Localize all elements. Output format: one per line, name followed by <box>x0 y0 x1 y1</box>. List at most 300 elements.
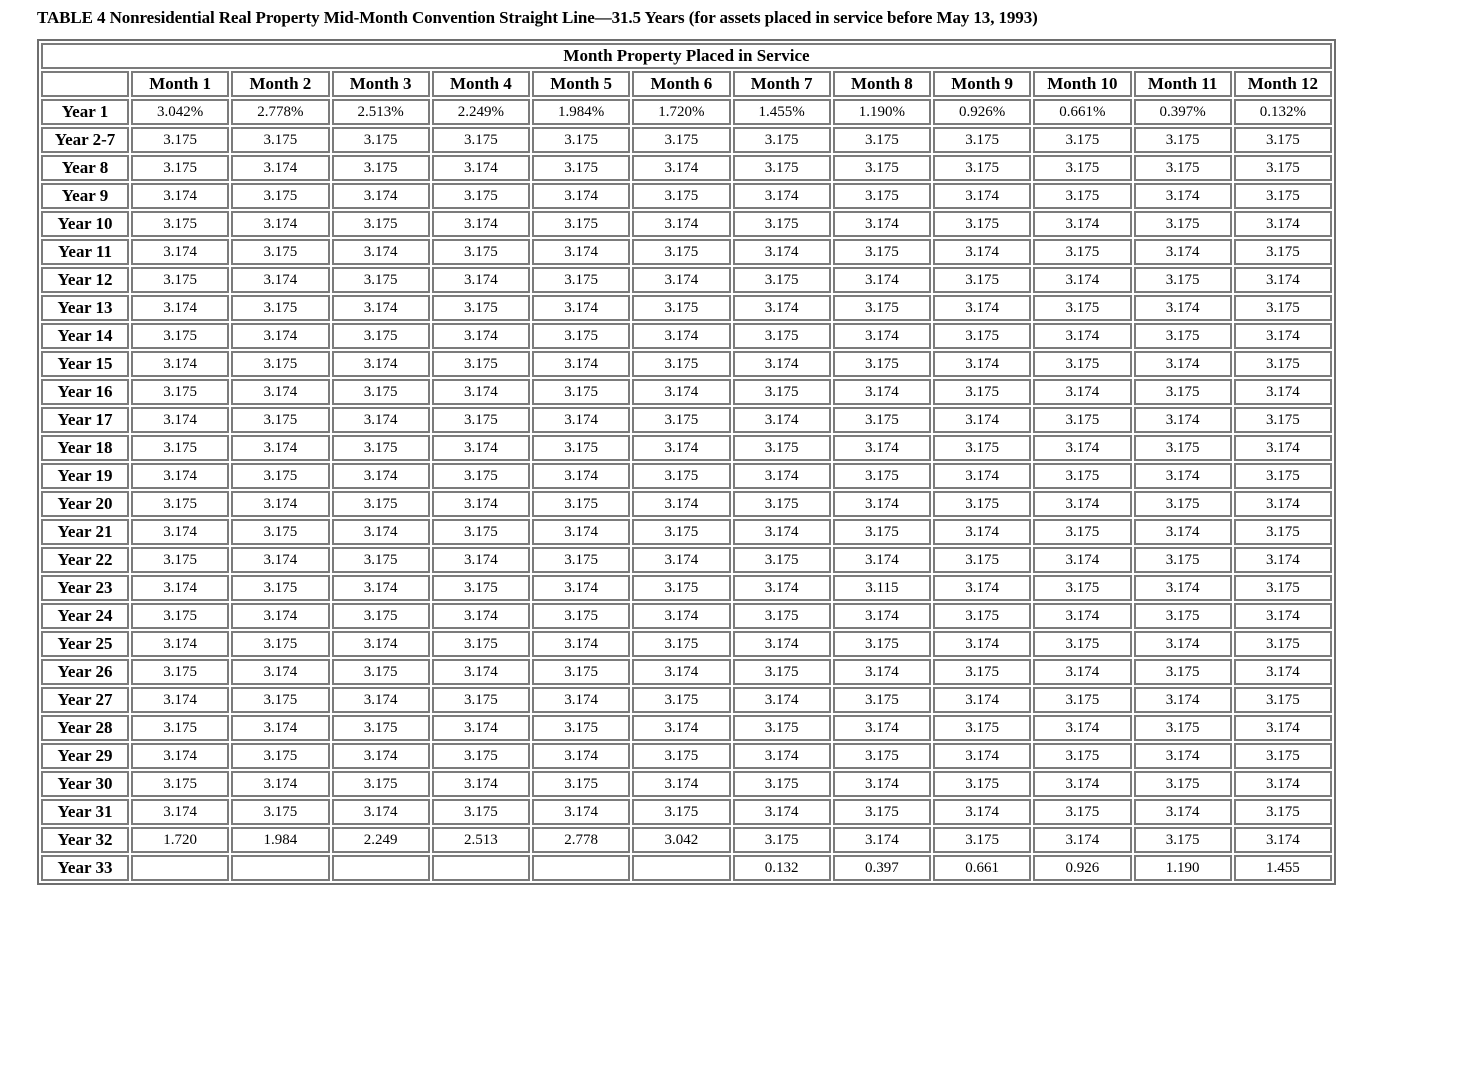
table-cell: 3.174 <box>632 603 730 629</box>
table-cell: 3.175 <box>933 435 1031 461</box>
table-title: TABLE 4 Nonresidential Real Property Mid-Month Convention Straight Line—31.5 Years (for assets placed in service before May 13, 1993) <box>37 8 1038 27</box>
table-cell: 3.175 <box>833 799 931 825</box>
table-row <box>41 463 1332 489</box>
table-cell: 3.175 <box>532 547 630 573</box>
table-cell: 3.175 <box>933 155 1031 181</box>
table-cell: 3.175 <box>1134 323 1232 349</box>
table-cell: 3.174 <box>1033 827 1131 853</box>
table-cell: 3.174 <box>231 659 329 685</box>
table-cell: 3.174 <box>1134 463 1232 489</box>
row-header: Year 32 <box>41 827 129 853</box>
table-cell: 3.175 <box>632 687 730 713</box>
table-cell: 3.175 <box>432 687 530 713</box>
table-cell: 3.174 <box>733 631 831 657</box>
table-cell: 0.926% <box>933 99 1031 125</box>
table-row <box>41 491 1332 517</box>
table-cell: 3.174 <box>933 351 1031 377</box>
column-header: Month 2 <box>231 71 329 97</box>
table-cell: 3.174 <box>933 687 1031 713</box>
table-cell <box>432 855 530 881</box>
table-cell: 3.174 <box>1033 379 1131 405</box>
table-cell: 3.174 <box>532 239 630 265</box>
column-header-row <box>41 71 1332 97</box>
table-cell: 3.175 <box>1033 463 1131 489</box>
column-header: Month 3 <box>332 71 430 97</box>
table-cell: 3.175 <box>1033 295 1131 321</box>
table-row <box>41 267 1332 293</box>
row-header: Year 14 <box>41 323 129 349</box>
table-cell: 3.175 <box>532 659 630 685</box>
table-cell: 3.175 <box>733 127 831 153</box>
table-cell: 3.174 <box>332 295 430 321</box>
table-cell: 3.175 <box>1234 127 1332 153</box>
table-cell: 3.175 <box>131 491 229 517</box>
table-cell: 3.175 <box>632 239 730 265</box>
table-cell <box>231 855 329 881</box>
table-cell: 3.174 <box>933 519 1031 545</box>
table-cell: 3.175 <box>933 379 1031 405</box>
table-cell: 3.174 <box>632 547 730 573</box>
table-row <box>41 715 1332 741</box>
table-cell: 3.174 <box>131 799 229 825</box>
column-header: Month 1 <box>131 71 229 97</box>
table-cell: 3.174 <box>833 715 931 741</box>
table-cell: 3.175 <box>231 463 329 489</box>
table-cell: 3.175 <box>833 239 931 265</box>
table-cell: 3.175 <box>933 659 1031 685</box>
table-cell: 1.984 <box>231 827 329 853</box>
row-header: Year 15 <box>41 351 129 377</box>
row-header: Year 27 <box>41 687 129 713</box>
table-cell: 3.175 <box>332 127 430 153</box>
table-cell: 3.175 <box>231 351 329 377</box>
table-cell: 3.174 <box>933 183 1031 209</box>
row-header: Year 33 <box>41 855 129 881</box>
row-header: Year 24 <box>41 603 129 629</box>
table-cell: 3.175 <box>231 519 329 545</box>
table-cell: 0.926 <box>1033 855 1131 881</box>
row-header: Year 1 <box>41 99 129 125</box>
table-cell: 3.174 <box>432 715 530 741</box>
table-cell: 3.175 <box>1234 519 1332 545</box>
table-cell: 3.175 <box>231 407 329 433</box>
table-cell: 3.175 <box>532 323 630 349</box>
table-cell: 3.174 <box>432 379 530 405</box>
table-cell: 3.175 <box>933 267 1031 293</box>
table-cell: 3.174 <box>131 295 229 321</box>
table-cell: 3.174 <box>532 463 630 489</box>
row-header: Year 20 <box>41 491 129 517</box>
row-header: Year 19 <box>41 463 129 489</box>
group-header-row <box>41 43 1332 69</box>
table-cell: 3.175 <box>131 659 229 685</box>
table-cell: 3.175 <box>1033 155 1131 181</box>
table-cell: 3.174 <box>733 295 831 321</box>
row-header: Year 16 <box>41 379 129 405</box>
column-header: Month 4 <box>432 71 530 97</box>
table-cell: 3.174 <box>532 631 630 657</box>
table-cell: 3.175 <box>432 351 530 377</box>
table-row <box>41 323 1332 349</box>
table-cell: 3.174 <box>1234 267 1332 293</box>
table-cell: 3.175 <box>332 603 430 629</box>
table-cell: 3.175 <box>833 183 931 209</box>
table-cell: 3.175 <box>332 435 430 461</box>
table-cell: 3.175 <box>1033 687 1131 713</box>
table-cell: 3.174 <box>1033 715 1131 741</box>
table-cell: 3.175 <box>1033 575 1131 601</box>
table-cell: 3.175 <box>131 435 229 461</box>
table-cell: 3.175 <box>1234 407 1332 433</box>
table-cell: 3.175 <box>833 519 931 545</box>
table-cell: 3.174 <box>432 659 530 685</box>
table-cell: 3.174 <box>432 323 530 349</box>
table-cell: 3.174 <box>231 323 329 349</box>
table-cell: 3.174 <box>131 239 229 265</box>
table-cell: 3.175 <box>933 211 1031 237</box>
table-cell: 3.175 <box>632 463 730 489</box>
column-header: Month 12 <box>1234 71 1332 97</box>
table-cell: 3.175 <box>632 799 730 825</box>
table-cell: 3.174 <box>332 239 430 265</box>
row-header: Year 31 <box>41 799 129 825</box>
table-cell: 3.175 <box>231 743 329 769</box>
table-cell <box>131 855 229 881</box>
table-cell: 3.175 <box>432 519 530 545</box>
table-cell: 3.174 <box>131 463 229 489</box>
table-cell: 3.175 <box>332 155 430 181</box>
table-cell: 3.174 <box>1033 323 1131 349</box>
table-cell: 3.175 <box>1033 127 1131 153</box>
table-cell: 3.174 <box>733 799 831 825</box>
table-cell: 3.174 <box>632 155 730 181</box>
table-cell: 3.174 <box>833 267 931 293</box>
table-cell: 3.175 <box>532 603 630 629</box>
table-cell: 3.174 <box>1033 603 1131 629</box>
table-cell: 3.174 <box>1033 435 1131 461</box>
table-cell: 3.174 <box>833 211 931 237</box>
table-cell: 3.175 <box>532 211 630 237</box>
table-cell: 3.174 <box>632 323 730 349</box>
table-cell: 3.175 <box>1134 603 1232 629</box>
table-cell: 3.175 <box>131 155 229 181</box>
table-cell: 3.175 <box>1234 463 1332 489</box>
table-cell: 3.174 <box>833 379 931 405</box>
table-cell: 3.174 <box>432 771 530 797</box>
table-cell: 3.175 <box>332 211 430 237</box>
table-cell: 3.174 <box>432 155 530 181</box>
table-row <box>41 659 1332 685</box>
table-cell: 3.174 <box>632 435 730 461</box>
table-row <box>41 519 1332 545</box>
table-cell: 3.174 <box>1234 715 1332 741</box>
table-cell: 3.174 <box>1134 407 1232 433</box>
table-row <box>41 407 1332 433</box>
row-header: Year 18 <box>41 435 129 461</box>
table-cell: 3.175 <box>1033 351 1131 377</box>
table-row <box>41 239 1332 265</box>
table-cell: 2.778 <box>532 827 630 853</box>
table-row <box>41 183 1332 209</box>
table-cell: 3.175 <box>632 183 730 209</box>
table-cell: 3.174 <box>1134 351 1232 377</box>
table-cell: 3.175 <box>1234 155 1332 181</box>
table-cell: 3.175 <box>332 715 430 741</box>
column-header: Month 10 <box>1033 71 1131 97</box>
table-cell: 3.175 <box>532 127 630 153</box>
table-cell: 3.174 <box>1033 491 1131 517</box>
row-header: Year 13 <box>41 295 129 321</box>
table-cell: 2.778% <box>231 99 329 125</box>
table-cell: 3.175 <box>1234 743 1332 769</box>
table-cell: 3.174 <box>532 519 630 545</box>
table-cell: 3.174 <box>432 435 530 461</box>
table-cell <box>532 855 630 881</box>
table-cell: 3.174 <box>332 351 430 377</box>
table-cell: 3.175 <box>131 211 229 237</box>
table-cell: 3.174 <box>733 519 831 545</box>
table-cell: 3.174 <box>1134 687 1232 713</box>
table-cell: 3.174 <box>1134 631 1232 657</box>
table-cell: 3.175 <box>432 407 530 433</box>
column-header: Month 9 <box>933 71 1031 97</box>
table-cell: 3.175 <box>432 743 530 769</box>
table-cell: 3.174 <box>733 575 831 601</box>
table-cell: 3.174 <box>532 575 630 601</box>
table-cell: 3.174 <box>532 799 630 825</box>
table-cell: 3.174 <box>332 743 430 769</box>
table-cell: 3.174 <box>1234 771 1332 797</box>
table-cell: 3.175 <box>833 631 931 657</box>
table-cell: 3.175 <box>131 127 229 153</box>
table-cell: 3.042 <box>632 827 730 853</box>
table-cell: 3.175 <box>532 267 630 293</box>
table-row <box>41 631 1332 657</box>
table-cell: 3.174 <box>933 799 1031 825</box>
table-cell: 3.174 <box>131 687 229 713</box>
table-cell: 3.175 <box>733 267 831 293</box>
table-cell: 3.175 <box>532 771 630 797</box>
table-cell: 3.175 <box>131 715 229 741</box>
table-row <box>41 855 1332 881</box>
table-cell: 3.174 <box>833 547 931 573</box>
table-cell: 3.174 <box>131 631 229 657</box>
table-cell: 3.175 <box>231 631 329 657</box>
row-header: Year 9 <box>41 183 129 209</box>
table-cell: 3.174 <box>532 743 630 769</box>
table-cell: 3.174 <box>532 183 630 209</box>
table-cell: 3.175 <box>833 687 931 713</box>
table-cell: 1.190% <box>833 99 931 125</box>
table-row <box>41 827 1332 853</box>
table-cell: 3.174 <box>131 519 229 545</box>
table-cell: 3.174 <box>332 183 430 209</box>
table-cell: 3.175 <box>833 127 931 153</box>
table-cell: 3.175 <box>733 771 831 797</box>
table-cell: 3.175 <box>833 407 931 433</box>
table-cell: 3.175 <box>933 547 1031 573</box>
table-cell: 3.174 <box>1134 799 1232 825</box>
column-header: Month 11 <box>1134 71 1232 97</box>
table-cell: 3.175 <box>1033 519 1131 545</box>
row-header: Year 22 <box>41 547 129 573</box>
table-cell: 3.175 <box>131 267 229 293</box>
table-cell: 3.175 <box>231 127 329 153</box>
table-cell: 2.513% <box>332 99 430 125</box>
table-cell: 3.175 <box>733 827 831 853</box>
table-cell: 3.175 <box>231 575 329 601</box>
table-cell: 3.174 <box>332 575 430 601</box>
table-row <box>41 771 1332 797</box>
table-cell: 3.175 <box>532 379 630 405</box>
table-cell: 3.175 <box>131 547 229 573</box>
table-cell: 3.175 <box>833 155 931 181</box>
row-header: Year 21 <box>41 519 129 545</box>
table-cell: 3.175 <box>933 491 1031 517</box>
table-row <box>41 155 1332 181</box>
table-cell: 3.174 <box>733 407 831 433</box>
table-cell: 3.174 <box>532 687 630 713</box>
table-cell: 1.984% <box>532 99 630 125</box>
table-cell: 3.174 <box>532 351 630 377</box>
table-cell: 3.175 <box>632 519 730 545</box>
table-cell: 3.174 <box>632 491 730 517</box>
table-cell: 3.175 <box>1234 351 1332 377</box>
table-cell: 3.175 <box>733 603 831 629</box>
table-cell: 3.174 <box>432 547 530 573</box>
table-cell: 3.174 <box>332 687 430 713</box>
table-cell: 3.175 <box>933 715 1031 741</box>
table-cell: 3.175 <box>833 463 931 489</box>
table-cell: 3.175 <box>231 687 329 713</box>
table-cell: 3.174 <box>1134 519 1232 545</box>
table-cell: 2.249 <box>332 827 430 853</box>
table-row <box>41 687 1332 713</box>
table-cell: 3.174 <box>432 491 530 517</box>
table-cell: 3.175 <box>1033 183 1131 209</box>
table-cell: 3.174 <box>231 603 329 629</box>
table-cell: 3.174 <box>1234 323 1332 349</box>
table-cell: 0.661 <box>933 855 1031 881</box>
table-cell: 3.175 <box>231 183 329 209</box>
table-cell: 3.175 <box>131 603 229 629</box>
table-cell: 3.175 <box>432 575 530 601</box>
table-cell: 1.190 <box>1134 855 1232 881</box>
table-cell: 3.175 <box>532 715 630 741</box>
table-cell: 3.175 <box>131 379 229 405</box>
table-cell: 3.174 <box>833 603 931 629</box>
table-cell: 3.042% <box>131 99 229 125</box>
table-cell: 3.174 <box>632 771 730 797</box>
table-cell: 0.397 <box>833 855 931 881</box>
row-header: Year 12 <box>41 267 129 293</box>
table-cell: 3.175 <box>833 351 931 377</box>
table-cell: 3.174 <box>131 351 229 377</box>
table-cell: 3.174 <box>1234 603 1332 629</box>
row-header: Year 10 <box>41 211 129 237</box>
table-cell: 3.175 <box>432 239 530 265</box>
table-cell: 3.175 <box>733 323 831 349</box>
table-cell: 3.175 <box>632 407 730 433</box>
table-cell: 3.174 <box>1134 743 1232 769</box>
table-cell: 3.174 <box>1033 211 1131 237</box>
table-cell: 3.175 <box>332 323 430 349</box>
table-cell: 3.175 <box>1134 715 1232 741</box>
table-cell: 3.174 <box>332 799 430 825</box>
table-cell: 3.175 <box>231 295 329 321</box>
table-row <box>41 351 1332 377</box>
table-cell: 3.175 <box>1234 687 1332 713</box>
table-cell: 3.174 <box>933 575 1031 601</box>
table-cell <box>632 855 730 881</box>
table-cell: 3.174 <box>933 239 1031 265</box>
table-cell: 3.175 <box>332 267 430 293</box>
table-cell: 3.174 <box>933 463 1031 489</box>
table-cell: 3.175 <box>1134 771 1232 797</box>
table-cell: 3.175 <box>1134 547 1232 573</box>
row-header: Year 2-7 <box>41 127 129 153</box>
table-cell: 3.174 <box>933 295 1031 321</box>
table-cell: 3.174 <box>231 155 329 181</box>
column-header: Month 8 <box>833 71 931 97</box>
table-cell: 3.174 <box>231 547 329 573</box>
table-cell: 3.174 <box>833 659 931 685</box>
table-cell: 3.174 <box>1033 659 1131 685</box>
table-row <box>41 603 1332 629</box>
table-cell: 3.174 <box>1234 659 1332 685</box>
table-cell: 3.174 <box>733 687 831 713</box>
table-cell: 3.174 <box>833 323 931 349</box>
column-header: Month 7 <box>733 71 831 97</box>
table-cell: 3.175 <box>332 379 430 405</box>
table-cell: 3.175 <box>432 631 530 657</box>
table-cell: 3.174 <box>231 771 329 797</box>
table-cell: 3.174 <box>131 743 229 769</box>
table-cell: 3.175 <box>1234 799 1332 825</box>
table-cell: 3.174 <box>1134 239 1232 265</box>
table-cell: 3.175 <box>933 323 1031 349</box>
table-cell: 3.175 <box>231 799 329 825</box>
table-cell: 3.174 <box>231 267 329 293</box>
table-body <box>41 99 1332 881</box>
table-cell: 0.397% <box>1134 99 1232 125</box>
table-cell: 3.175 <box>432 295 530 321</box>
table-cell: 3.175 <box>632 351 730 377</box>
table-cell: 3.174 <box>1033 547 1131 573</box>
row-header: Year 26 <box>41 659 129 685</box>
table-cell: 3.174 <box>532 407 630 433</box>
table-cell: 3.175 <box>632 575 730 601</box>
table-cell: 3.175 <box>1134 267 1232 293</box>
depreciation-table <box>37 39 1336 885</box>
table-cell: 3.174 <box>231 715 329 741</box>
table-cell: 3.174 <box>231 435 329 461</box>
table-cell: 3.175 <box>332 659 430 685</box>
table-row <box>41 435 1332 461</box>
table-cell: 3.175 <box>1134 435 1232 461</box>
table-cell: 3.175 <box>933 827 1031 853</box>
table-cell: 3.174 <box>833 771 931 797</box>
table-cell: 3.174 <box>332 463 430 489</box>
column-header: Month 5 <box>532 71 630 97</box>
table-cell: 3.174 <box>632 659 730 685</box>
table-cell: 3.174 <box>231 491 329 517</box>
table-cell: 3.175 <box>733 211 831 237</box>
table-cell: 3.175 <box>632 743 730 769</box>
table-cell: 1.455 <box>1234 855 1332 881</box>
table-cell: 3.175 <box>1234 295 1332 321</box>
table-cell: 3.175 <box>131 323 229 349</box>
